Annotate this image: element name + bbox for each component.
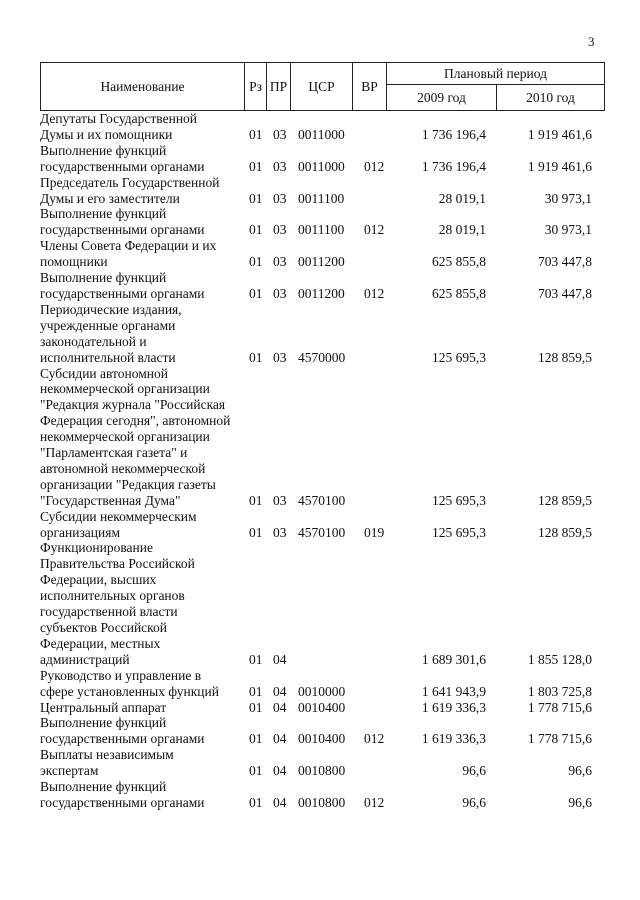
row-rz: 01	[249, 158, 263, 174]
row-csr: 0011000	[298, 158, 345, 174]
table-row	[40, 509, 604, 541]
row-value-2009: 96,6	[462, 763, 486, 779]
row-pr: 04	[273, 794, 287, 810]
row-pr: 03	[273, 349, 287, 365]
row-rz: 01	[249, 763, 263, 779]
row-pr: 03	[273, 126, 287, 142]
row-name: Выполнение функций государственными органами	[40, 206, 205, 238]
row-value-2009: 28 019,1	[438, 190, 486, 206]
row-value-2009: 1 641 943,9	[421, 683, 486, 699]
row-vr: 012	[364, 285, 385, 301]
row-pr: 03	[273, 190, 287, 206]
row-csr: 4570100	[298, 524, 346, 540]
row-pr: 03	[273, 524, 287, 540]
row-pr: 04	[273, 763, 287, 779]
table-row	[40, 715, 604, 747]
row-pr: 03	[273, 158, 287, 174]
row-csr: 4570100	[298, 492, 346, 508]
row-name: Председатель Государственной Думы и его заместители	[40, 174, 220, 206]
row-rz: 01	[249, 731, 263, 747]
row-vr: 012	[364, 794, 385, 810]
row-value-2009: 625 855,8	[432, 285, 486, 301]
row-value-2009: 1 736 196,4	[421, 126, 486, 142]
header-period: Плановый период	[387, 63, 605, 85]
row-name: Выполнение функций государственными органами	[40, 779, 205, 810]
row-rz: 01	[249, 794, 263, 810]
row-value-2009: 1 736 196,4	[421, 158, 486, 174]
row-csr: 0011200	[298, 254, 345, 270]
row-pr: 03	[273, 285, 287, 301]
row-value-2009: 96,6	[462, 794, 486, 810]
row-pr: 03	[273, 222, 287, 238]
row-csr: 0011200	[298, 285, 345, 301]
table-row	[40, 175, 604, 207]
row-name: Субсидии автономной некоммерческой организации "Редакция журнала "Российская Федерация сегодня", автономной некоммерческой организации "Парламентская газета" и автономной некоммерческой организации "Редакция газеты "Государственная Дума"	[40, 365, 231, 508]
row-csr: 0010400	[298, 731, 346, 747]
row-value-2010: 1 919 461,6	[527, 126, 592, 142]
row-pr: 03	[273, 254, 287, 270]
row-value-2009: 125 695,3	[432, 492, 486, 508]
row-csr: 0011100	[298, 222, 345, 238]
header-2010: 2010 год	[497, 85, 605, 111]
row-csr: 0010800	[298, 794, 346, 810]
row-rz: 01	[249, 126, 263, 142]
table-row	[40, 668, 604, 700]
row-value-2009: 1 689 301,6	[421, 651, 486, 667]
row-value-2010: 128 859,5	[538, 349, 592, 365]
row-pr: 04	[273, 651, 287, 667]
row-value-2010: 1 855 128,0	[527, 651, 592, 667]
row-name: Центральный аппарат	[40, 699, 167, 715]
table-row	[40, 747, 604, 779]
header-pr: ПР	[267, 63, 291, 111]
row-value-2010: 30 973,1	[544, 222, 592, 238]
row-vr: 019	[364, 524, 385, 540]
row-value-2010: 703 447,8	[538, 285, 592, 301]
table-row	[40, 366, 604, 509]
row-pr: 04	[273, 683, 287, 699]
row-vr: 012	[364, 731, 385, 747]
row-csr: 4570000	[298, 349, 346, 365]
row-value-2010: 128 859,5	[538, 492, 592, 508]
table-row	[40, 111, 604, 143]
row-value-2009: 125 695,3	[432, 524, 486, 540]
row-value-2010: 1 919 461,6	[527, 158, 592, 174]
row-rz: 01	[249, 222, 263, 238]
row-value-2010: 96,6	[568, 763, 592, 779]
table-row	[40, 270, 604, 302]
row-name: Выплаты независимым экспертам	[40, 747, 174, 779]
row-csr: 0011000	[298, 126, 345, 142]
row-name: Руководство и управление в сфере установленных функций	[40, 667, 219, 699]
row-name: Члены Совета Федерации и их помощники	[40, 238, 217, 270]
row-rz: 01	[249, 190, 263, 206]
row-name: Выполнение функций государственными органами	[40, 142, 205, 174]
row-csr: 0010400	[298, 699, 346, 715]
row-name: Депутаты Государственной Думы и их помощники	[40, 111, 198, 142]
row-vr: 012	[364, 222, 385, 238]
row-value-2010: 1 803 725,8	[527, 683, 592, 699]
row-pr: 04	[273, 731, 287, 747]
row-name: Периодические издания, учрежденные органами законодательной и исполнительной власти	[40, 301, 182, 365]
row-name: Выполнение функций государственными органами	[40, 715, 205, 747]
row-value-2009: 1 619 336,3	[421, 731, 486, 747]
table-row	[40, 143, 604, 175]
table-row	[40, 779, 604, 811]
header-vr: ВР	[353, 63, 387, 111]
table-row	[40, 540, 604, 667]
header-name: Наименование	[41, 63, 245, 111]
row-vr: 012	[364, 158, 385, 174]
row-rz: 01	[249, 492, 263, 508]
table-row	[40, 206, 604, 238]
row-name: Выполнение функций государственными органами	[40, 270, 205, 301]
row-rz: 01	[249, 683, 263, 699]
row-value-2010: 1 778 715,6	[527, 731, 592, 747]
row-pr: 04	[273, 699, 287, 715]
row-csr: 0011100	[298, 190, 345, 206]
row-value-2009: 125 695,3	[432, 349, 486, 365]
header-csr: ЦСР	[291, 63, 353, 111]
row-value-2009: 625 855,8	[432, 254, 486, 270]
row-value-2010: 1 778 715,6	[527, 699, 592, 715]
table-row	[40, 238, 604, 270]
table-row	[40, 302, 604, 366]
row-csr: 0010800	[298, 763, 346, 779]
row-rz: 01	[249, 524, 263, 540]
table-body	[40, 111, 604, 811]
row-rz: 01	[249, 349, 263, 365]
row-csr: 0010000	[298, 683, 346, 699]
page-number: 3	[588, 34, 595, 49]
row-rz: 01	[249, 651, 263, 667]
row-pr: 03	[273, 492, 287, 508]
table-header	[40, 62, 605, 111]
header-rz: Рз	[245, 63, 267, 111]
row-value-2010: 96,6	[568, 794, 592, 810]
row-value-2010: 128 859,5	[538, 524, 592, 540]
row-value-2009: 28 019,1	[438, 222, 486, 238]
row-rz: 01	[249, 285, 263, 301]
table-row	[40, 700, 604, 716]
row-rz: 01	[249, 699, 263, 715]
header-2009: 2009 год	[387, 85, 497, 111]
row-value-2010: 703 447,8	[538, 254, 592, 270]
row-name: Функционирование Правительства Российской Федерации, высших исполнительных органов государственной власти субъектов Российской Федерации, местных администраций	[40, 540, 195, 667]
row-value-2009: 1 619 336,3	[421, 699, 486, 715]
row-name: Субсидии некоммерческим организациям	[40, 508, 197, 540]
row-value-2010: 30 973,1	[544, 190, 592, 206]
row-rz: 01	[249, 254, 263, 270]
